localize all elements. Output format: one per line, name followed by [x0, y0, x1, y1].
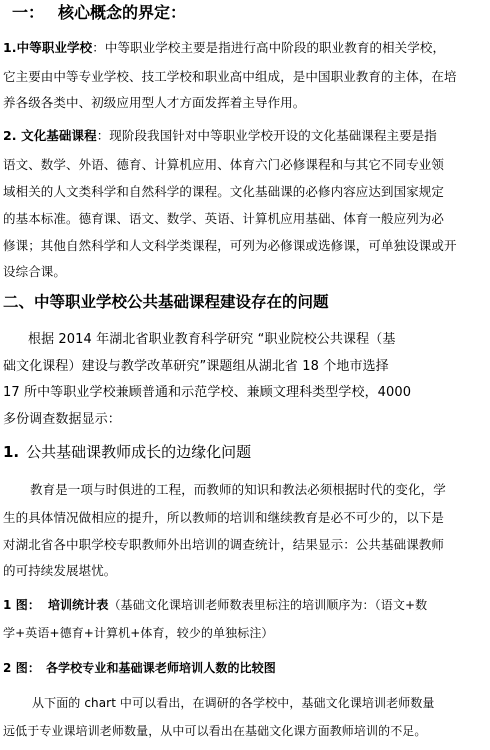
paragraph-line: 养各级各类中、初级应用型人才方面发挥着主导作用。 — [3, 95, 306, 110]
section-heading-2: 二、中等职业学校公共基础课程建设存在的问题 — [3, 293, 329, 311]
paragraph-line: 修课；其他自然科学和人文科学类课程，可列为必修课或选修课，可单独设课或开 — [3, 238, 457, 253]
term-label: 1.中等职业学校 — [3, 40, 93, 55]
paragraph-line: 1.中等职业学校：中等职业学校主要是指进行高中阶段的职业教育的相关学校， — [3, 40, 446, 55]
section-heading-1 — [12, 0, 186, 23]
paragraph-line: 从下面的 chart 中可以看出，在调研的各学校中，基础文化课培训老师数量 — [32, 696, 435, 710]
subsection-number: 1. — [3, 443, 20, 461]
section-title: 核心概念的界定： — [58, 3, 187, 22]
paragraph-line: 17 所中等职业学校兼顾普通和示范学校、兼顾文理科类型学校，4000 — [3, 385, 412, 400]
figure-caption-line: 学+英语+德育+计算机+体育，较少的单独标注） — [3, 626, 274, 640]
paragraph-line: 语文、数学、外语、德育、计算机应用、体育六门必修课程和与其它不同专业领 — [3, 157, 445, 172]
paragraph-line: 设综合课。 — [3, 264, 67, 279]
paragraph-line: 远低于专业课培训老师数量，从中可以看出在基础文化课方面教师培训的不足。 — [3, 724, 427, 738]
figure-caption-1: 1 图： 培训统计表（基础文化课培训老师数表里标注的培训顺序为：（语文+数 — [3, 598, 428, 612]
paragraph-line: 础文化课程）建设与教学改革研究”课题组从湖北省 18 个地市选择 — [3, 359, 389, 374]
subsection-heading — [3, 441, 251, 462]
subsection-title: 公共基础课教师成长的边缘化问题 — [26, 443, 252, 461]
paragraph-line: 的基本标准。德育课、语文、数学、英语、计算机应用基础、体育一般应列为必 — [3, 211, 445, 226]
section-number: 一： — [12, 3, 45, 22]
figure-label: 1 图： — [3, 598, 40, 612]
paragraph-line: 它主要由中等专业学校、技工学校和职业高中组成，是中国职业教育的主体，在培 — [3, 69, 457, 84]
paragraph-line: 根据 2014 年湖北省职业教育科学研究 “职业院校公共课程（基 — [28, 332, 396, 347]
term-label: 2. 文化基础课程 — [3, 128, 97, 143]
paragraph-line: 多份调查数据显示： — [3, 412, 121, 427]
paragraph-line: 生的具体情况做相应的提升，所以教师的培训和继续教育是必不可少的，以下是 — [3, 510, 445, 525]
paragraph-line: 2. 文化基础课程：现阶段我国针对中等职业学校开设的文化基础课程主要是指 — [3, 128, 437, 143]
paragraph-line: 对湖北省各中职学校专职教师外出培训的调查统计，结果显示：公共基础课教师 — [3, 537, 445, 552]
paragraph-line: 教育是一项与时俱进的工程，而教师的知识和教法必须根据时代的变化，学 — [30, 482, 446, 497]
figure-label: 2 图： — [3, 661, 40, 675]
figure-caption-2 — [3, 659, 276, 676]
figure-title: 培训统计表 — [47, 598, 109, 612]
paragraph-line: 的可持续发展堪忧。 — [3, 563, 117, 578]
paragraph-line: 域相关的人文类科学和自然科学的课程。文化基础课的必修内容应达到国家规定 — [3, 184, 445, 199]
figure-title: 各学校专业和基础课老师培训人数的比较图 — [45, 661, 276, 675]
